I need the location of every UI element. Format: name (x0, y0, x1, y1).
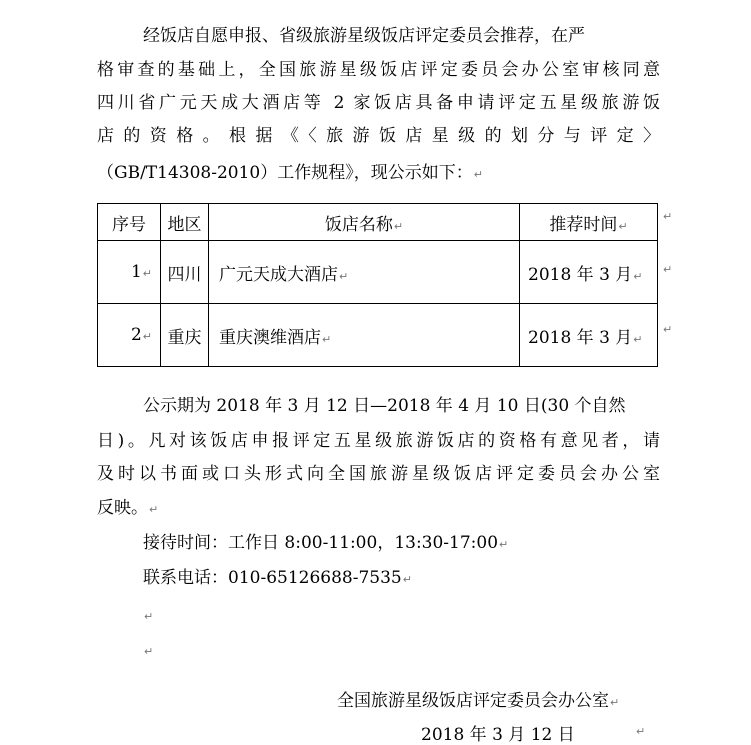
header-index: 序号 (98, 204, 161, 241)
paragraph-mark-icon: ↵ (149, 503, 159, 516)
paragraph-mark-icon: ↵ (610, 696, 620, 709)
paragraph-mark-icon: ↵ (142, 267, 152, 280)
paragraph1-line-4: 店的资格。根据《〈旅游饭店星级的划分与评定〉 (97, 126, 660, 146)
paragraph-mark-icon: ↵ (499, 538, 509, 551)
hotel-table (97, 203, 658, 367)
paragraph1-line-5: （GB/T14308-2010）工作规程》，现公示如下：↵ (97, 163, 483, 183)
header-hotel-name: 饭店名称↵ (209, 204, 520, 241)
table-header-row (98, 204, 658, 241)
paragraph-mark-icon: ↵ (473, 168, 483, 181)
paragraph-mark-icon: ↵ (142, 330, 152, 343)
row-recommend-time: 2018 年 3 月↵ (520, 304, 658, 367)
paragraph1-line-2: 格审查的基础上，全国旅游星级饭店评定委员会办公室审核同意 (97, 60, 660, 80)
row-region: 四川 (161, 241, 209, 304)
table-row (98, 241, 658, 304)
row-region: 重庆 (161, 304, 209, 367)
signature-date: 2018 年 3 月 12 日 (421, 725, 575, 745)
table-row (98, 304, 658, 367)
paragraph1-line-1: 经饭店自愿申报、省级旅游星级饭店评定委员会推荐，在严 (143, 26, 585, 46)
row-hotel-name: 广元天成大酒店↵ (209, 241, 520, 304)
paragraph2-line-2: 日)。凡对该饭店申报评定五星级旅游饭店的资格有意见者，请 (97, 431, 660, 451)
paragraph2-line-4: 反映。↵ (97, 498, 159, 518)
paragraph-mark-icon: ↵ (322, 332, 332, 346)
row-recommend-time: 2018 年 3 月↵ (520, 241, 658, 304)
paragraph-mark-icon: ↵ (339, 269, 349, 283)
row-end-mark-icon: ↵ (663, 323, 673, 336)
empty-line (143, 605, 153, 627)
paragraph-mark-icon: ↵ (144, 610, 154, 623)
paragraph-mark-icon: ↵ (633, 269, 643, 283)
row-index: 2↵ (98, 304, 161, 367)
header-recommend-time: 推荐时间↵ (520, 204, 658, 241)
paragraph-mark-icon: ↵ (144, 645, 154, 658)
paragraph-mark-icon: ↵ (402, 573, 412, 586)
paragraph-mark-icon: ↵ (393, 219, 404, 233)
paragraph1-line-3: 四川省广元天成大酒店等 2 家饭店具备申请评定五星级旅游饭 (97, 93, 660, 113)
paragraph2-line-1: 公示期为 2018 年 3 月 12 日—2018 年 4 月 10 日(30 个自然 (143, 396, 626, 416)
signature-org: 全国旅游星级饭店评定委员会办公室↵ (337, 691, 620, 711)
paragraph-mark-icon: ↵ (618, 219, 628, 233)
reception-time: 接待时间：工作日 8:00-11:00，13:30-17:00↵ (143, 533, 509, 553)
row-end-mark-icon: ↵ (663, 263, 673, 276)
header-region: 地区 (161, 204, 209, 241)
row-index: 1↵ (98, 241, 161, 304)
paragraph-mark-icon: ↵ (636, 725, 646, 738)
row-end-mark-icon: ↵ (663, 210, 673, 223)
paragraph2-line-3: 及时以书面或口头形式向全国旅游星级饭店评定委员会办公室 (97, 464, 660, 484)
row-hotel-name: 重庆澳维酒店↵ (209, 304, 520, 367)
contact-phone: 联系电话：010-65126688-7535↵ (143, 568, 412, 588)
empty-line (143, 640, 153, 662)
paragraph-mark-icon: ↵ (633, 332, 643, 346)
